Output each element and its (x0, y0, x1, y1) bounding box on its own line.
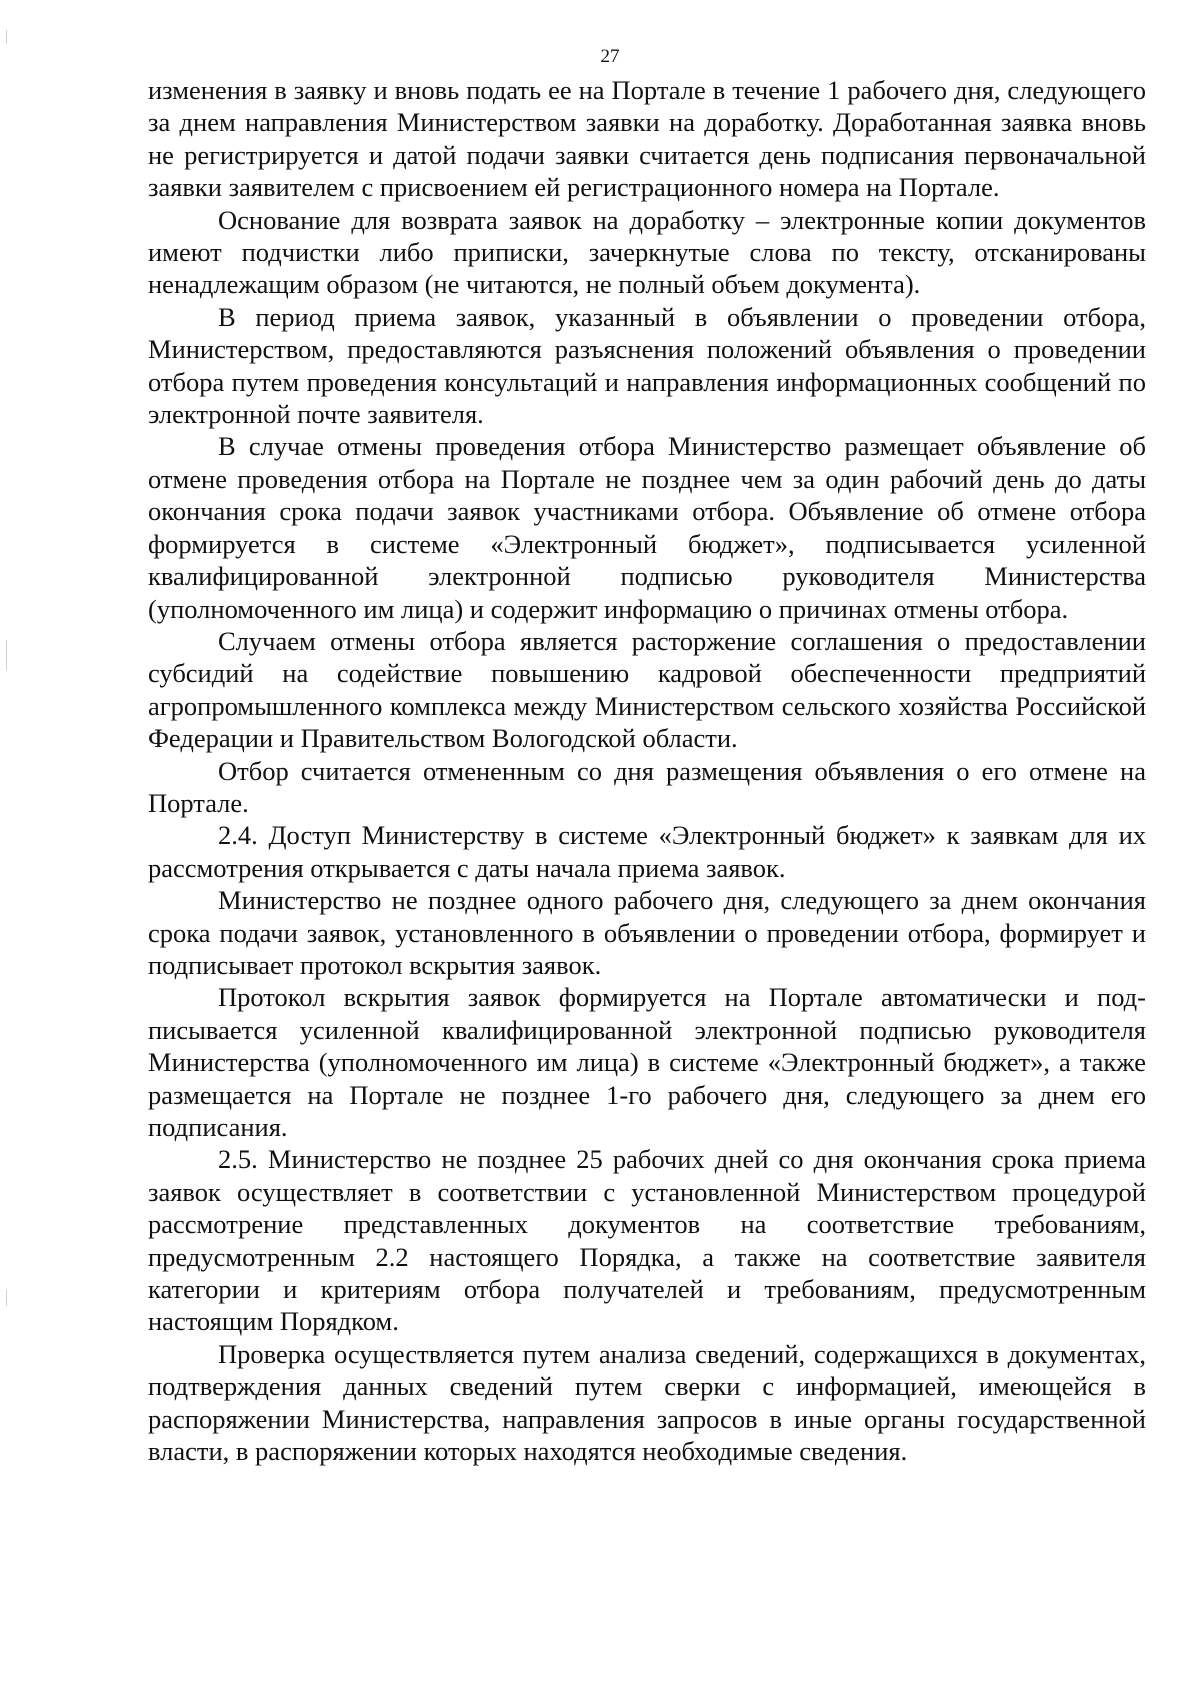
paragraph-clarifications: В период приема заявок, указанный в объявлении о проведении отбора, Министерством, предоставляются разъяснения положений объявления о проведении отбора путем проведения консультаций и направления информационных сообщений по электронной почте заявителя. (148, 301, 1146, 430)
document-body (148, 74, 1146, 1467)
paragraph-continuation: изменения в заявку и вновь подать ее на Портале в течение 1 рабочего дня, следующего за днем направления Министерством заявки на доработку. Доработанная заявка вновь не регистрируется и датой подачи заявки считается день подписания первоначальной заявки заявителем с присвоением ей регистрационного номера на Портале. (148, 75, 1146, 203)
scan-mark (6, 30, 7, 44)
paragraph-section-2-5: 2.5. Министерство не позднее 25 рабочих дней со дня окончания срока приема заявок осуществляет в соответствии с установленной Министерством процедурой рассмотрение представленных документов на соответствие требованиям, предусмотренным 2.2 настоящего Порядка, а также на соответствие заявителя категории и критериям отбора получателей и требованиям, предусмотренным настоящим Порядком. (148, 1144, 1146, 1337)
paragraph-cancellation-notice: В случае отмены проведения отбора Министерство размещает объявление об отмене проведения отбора на Портале не позднее чем за один рабочий день до даты окончания срока подачи заявок участниками отбора. Объявление об отмене отбора формируется в системе «Электронный бюджет», подписывается усиленной квалифицированной электронной подписью руководителя Министерства (уполномоченного им лица) и содержит информацию о причинах отмены отбора. (148, 431, 1146, 624)
paragraph-opening-protocol: Министерство не позднее одного рабочего дня, следующего за днем окончания срока подачи заявок, установленного в объявлении о проведении отбора, формирует и подписывает протокол вскрытия заявок. (148, 885, 1146, 980)
paragraph-return-grounds: Основание для возврата заявок на доработку – электронные копии документов имеют подчистки либо приписки, зачеркнутые слова по тексту, отсканированы ненадлежащим образом (не читаются, не полный объем документа). (148, 204, 1146, 300)
scan-mark (6, 640, 7, 670)
paragraph-verification: Проверка осуществляется путем анализа сведений, содержащихся в документах, подтверждения данных сведений путем сверки с информацией, имеющейся в распоряжении Министерства, направления запросов в иные органы государственной власти, в распоряжении которых находятся необходимые сведения. (148, 1338, 1146, 1467)
paragraph-section-2-4: 2.4. Доступ Министерству в системе «Электронный бюджет» к заявкам для их рассмотрения открывается с даты начала приема заявок. (148, 820, 1146, 883)
paragraph-protocol-signing: Протокол вскрытия заявок формируется на Портале автоматически и подписывается усиленной квалифицированной электронной подписью руководителя Министерства (уполномоченного им лица) в системе «Электронный бюджет», а также размещается на Портале не позднее 1-го рабочего дня, следующего за днем его подписания. (148, 982, 1146, 1142)
page-number: 27 (600, 46, 620, 67)
paragraph-cancellation-case: Случаем отмены отбора является расторжение соглашения о предоставлении субсидий на содействие повышению кадровой обеспеченности предприятий агропромышленного комплекса между Министерством сельского хозяйства Российской Федерации и Правительством Вологодской области. (148, 625, 1146, 754)
scan-mark (6, 1290, 7, 1306)
paragraph-cancellation-effective: Отбор считается отмененным со дня размещения объявления о его отмене на Портале. (148, 755, 1146, 818)
